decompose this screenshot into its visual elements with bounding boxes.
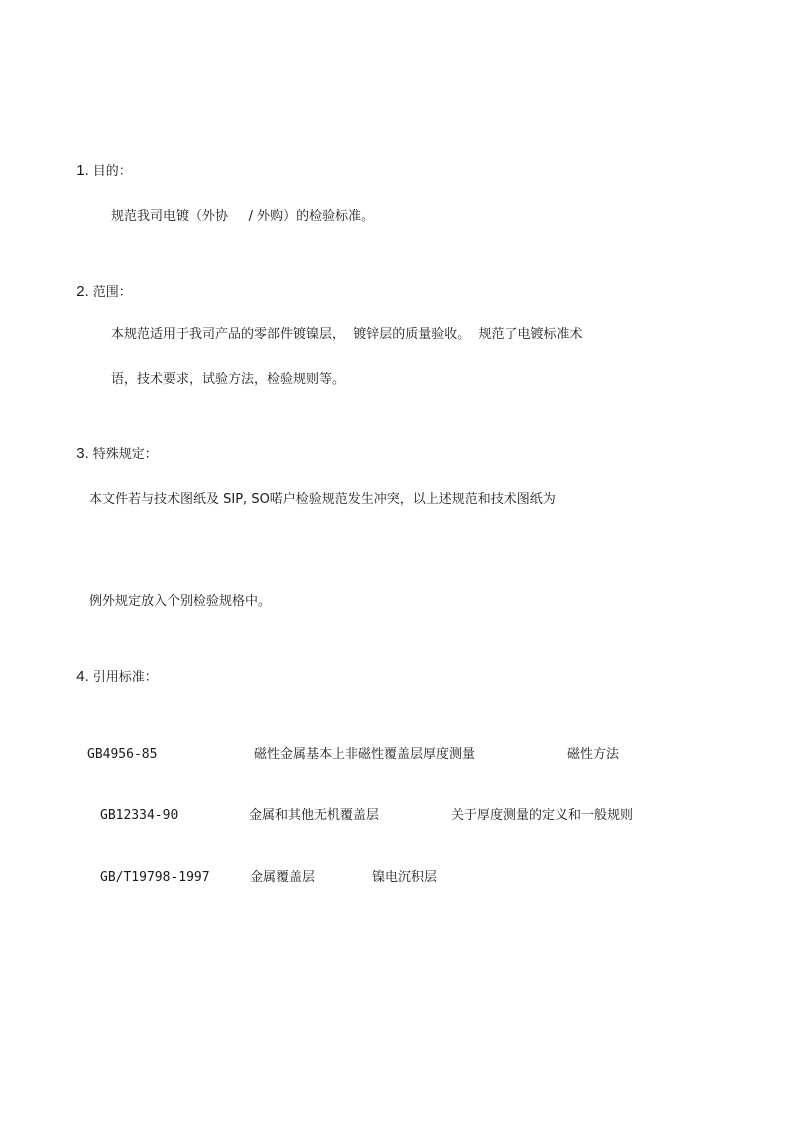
section-4-title: 引用标准：: [92, 670, 158, 685]
section-1-body-line-1: 规范我司电镀（外协 / 外购）的检验标准。: [111, 209, 375, 224]
section-2-title: 范围：: [92, 285, 132, 300]
section-1-title: 目的：: [92, 164, 132, 179]
standard-name: 金属覆盖层: [250, 870, 316, 885]
standard-note: 磁性方法: [567, 747, 620, 762]
standard-code: GB4956-85: [87, 747, 158, 762]
standard-name: 金属和其他无机覆盖层: [249, 808, 380, 823]
standard-code: GB12334-90: [100, 808, 179, 823]
section-4-number: 4.: [76, 668, 89, 685]
section-2-heading: [68, 268, 132, 301]
section-2-number: 2.: [76, 283, 89, 300]
section-2-body-line-1: 本规范适用于我司产品的零部件镀镍层， 镀锌层的质量验收。 规范了电镀标准术: [111, 327, 583, 342]
section-1-heading: [68, 147, 132, 180]
section-3-body-line-1: 本文件若与技术图纸及 SIP, SO喏户检验规范发生冲突，以上述规范和技术图纸为: [89, 492, 556, 507]
section-2-body-line-2: 语，技术要求，试验方法，检验规则等。: [111, 372, 346, 387]
section-3-title: 特殊规定：: [92, 447, 158, 462]
standard-name: 磁性金属基本上非磁性覆盖层厚度测量: [254, 747, 476, 762]
section-3-number: 3.: [76, 445, 89, 462]
section-4-heading: [68, 653, 158, 686]
standard-note: 关于厚度测量的定义和一般规则: [451, 808, 634, 823]
section-3-heading: [68, 430, 158, 463]
standard-note: 镍电沉积层: [372, 870, 438, 885]
standard-code: GB/T19798-1997: [100, 870, 210, 885]
section-1-number: 1.: [76, 162, 89, 179]
section-3-body-line-2: 例外规定放入个别检验规格中。: [89, 594, 272, 609]
